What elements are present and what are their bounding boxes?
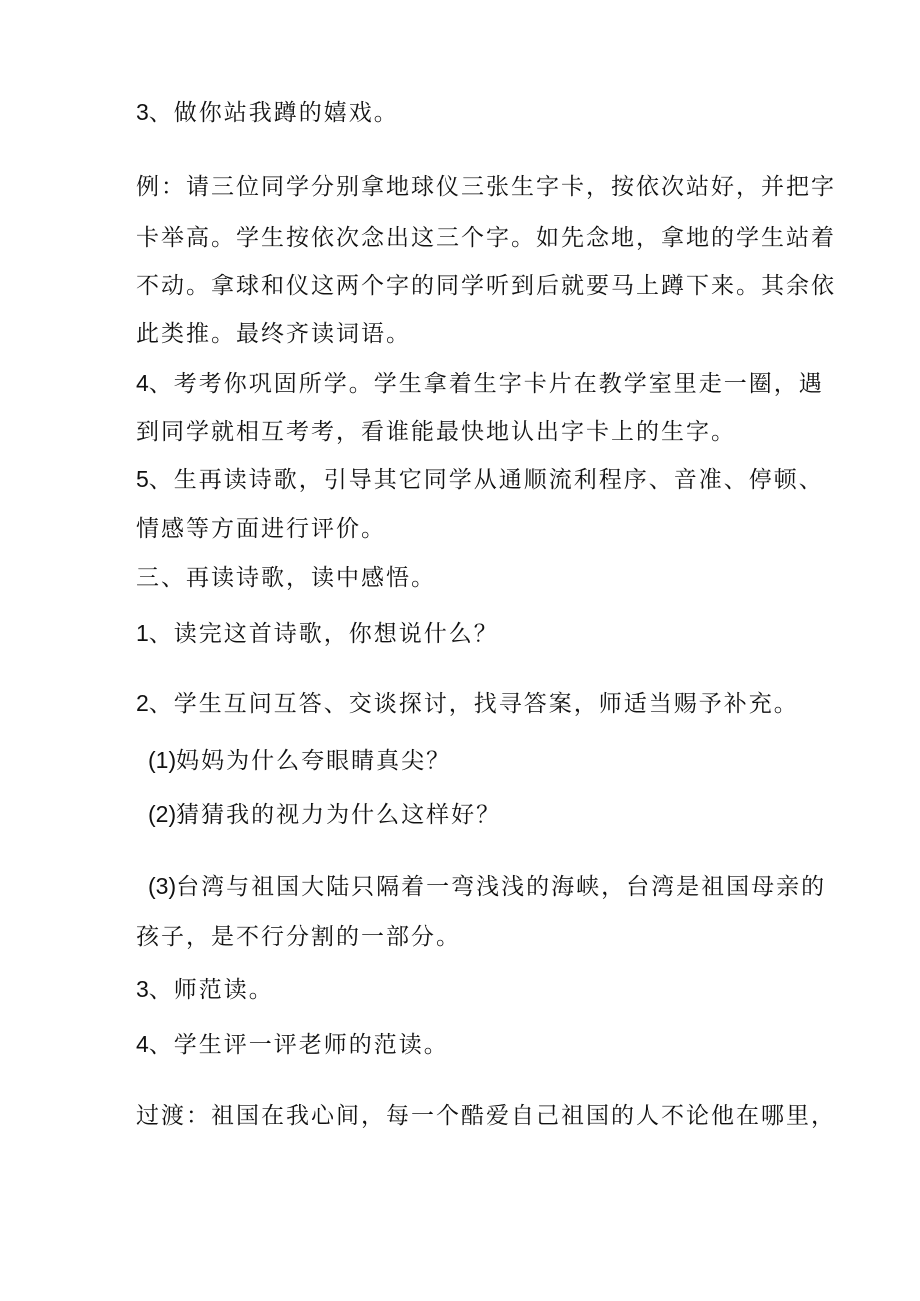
- example-line-4: 此类推。最终齐读词语。: [136, 321, 411, 347]
- sub-item-3: (3)台湾与祖国大陆只隔着一弯浅浅的海峡，台湾是祖国母亲的: [148, 873, 827, 900]
- transition-line: 过渡：祖国在我心间，每一个酷爱自己祖国的人不论他在哪里，: [136, 1103, 836, 1129]
- item-4-review-cont: 到同学就相互考考，看谁能最快地认出字卡上的生字。: [136, 419, 736, 445]
- example-line-1: 例：请三位同学分别拿地球仪三张生字卡，按依次站好，并把字: [136, 174, 836, 200]
- item-4-evaluate: 4、学生评一评老师的范读。: [136, 1031, 449, 1058]
- item-2-discuss: 2、学生互问互答、交谈探讨，找寻答案，师适当赐予补充。: [136, 690, 799, 717]
- sub-item-3-cont: 孩子，是不行分割的一部分。: [136, 924, 461, 950]
- sub-item-2: (2)猜猜我的视力为什么这样好？: [148, 801, 502, 828]
- item-5-reread-cont: 情感等方面进行评价。: [136, 516, 386, 542]
- item-5-reread: 5、生再读诗歌，引导其它同学从通顺流利程序、音准、停顿、: [136, 466, 824, 493]
- section-3-heading: 三、再读诗歌，读中感悟。: [136, 565, 436, 591]
- item-3-teacher-reads: 3、师范读。: [136, 976, 274, 1003]
- example-line-2: 卡举高。学生按依次念出这三个字。如先念地，拿地的学生站着: [136, 225, 836, 251]
- example-line-3: 不动。拿球和仪这两个字的同学听到后就要马上蹲下来。其余依: [136, 273, 836, 299]
- item-3-game: 3、做你站我蹲的嬉戏。: [136, 99, 399, 126]
- sub-item-1: (1)妈妈为什么夸眼睛真尖？: [148, 747, 452, 774]
- item-4-review: 4、考考你巩固所学。学生拿着生字卡片在教学室里走一圈，遇: [136, 370, 824, 397]
- item-1-question: 1、读完这首诗歌，你想说什么？: [136, 620, 499, 647]
